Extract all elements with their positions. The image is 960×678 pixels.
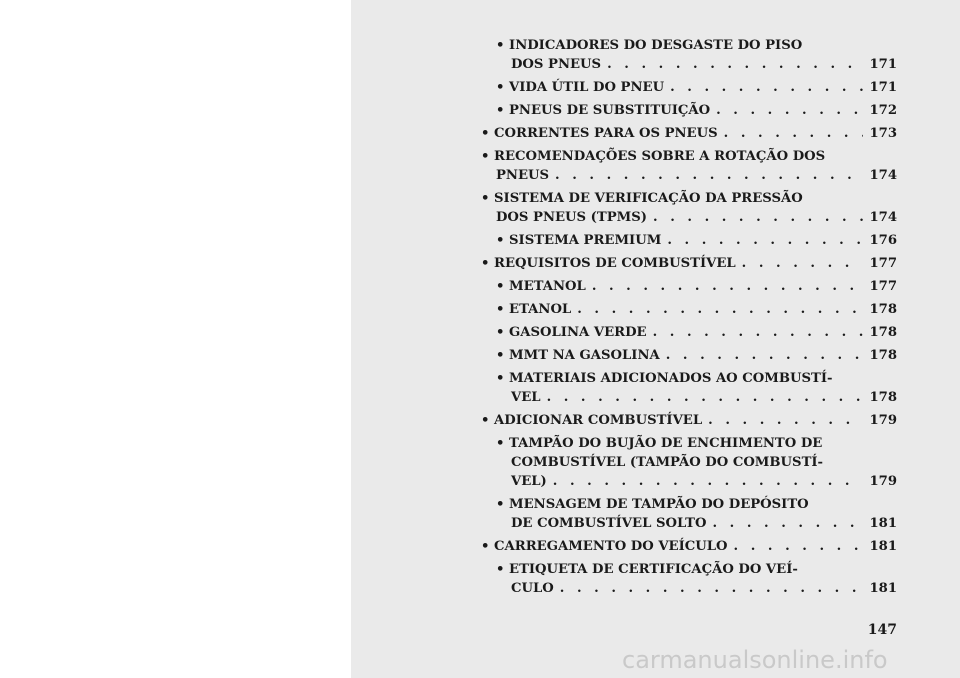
- toc-entry-page: 178: [869, 325, 897, 340]
- toc-entry-page: 178: [869, 390, 897, 405]
- toc-entry-title: • INDICADORES DO DESGASTE DO PISO: [496, 38, 803, 53]
- dot-leader: [555, 166, 863, 185]
- toc-entry-page: 181: [869, 581, 897, 596]
- toc-entry-title: DE COMBUSTÍVEL SOLTO: [511, 516, 707, 531]
- toc-entry: [481, 231, 897, 250]
- toc-entry-title: • METANOL: [496, 279, 586, 294]
- toc-entry-page: 179: [869, 413, 897, 428]
- dot-leader: [734, 537, 863, 556]
- toc-entry: [481, 323, 897, 342]
- toc-entry: [481, 78, 897, 97]
- toc-entry-page: 179: [869, 474, 897, 489]
- table-of-contents: [481, 36, 897, 602]
- dot-leader: [708, 411, 863, 430]
- toc-entry: [481, 254, 897, 273]
- toc-entry-page: 172: [869, 103, 897, 118]
- toc-entry-title: • MENSAGEM DE TAMPÃO DO DEPÓSITO: [496, 497, 809, 512]
- toc-entry-page: 174: [869, 210, 897, 225]
- dot-leader: [724, 124, 863, 143]
- toc-entry: [481, 495, 897, 533]
- toc-entry: [481, 369, 897, 407]
- toc-entry-title: • MMT NA GASOLINA: [496, 348, 660, 363]
- toc-entry-page: 178: [869, 302, 897, 317]
- toc-entry: [481, 560, 897, 598]
- watermark: carmanualsonline.info: [622, 646, 888, 674]
- toc-entry-page: 181: [869, 539, 897, 554]
- toc-entry-title: • VIDA ÚTIL DO PNEU: [496, 80, 665, 95]
- toc-entry-page: 176: [869, 233, 897, 248]
- dot-leader: [553, 472, 863, 491]
- toc-entry-title: PNEUS: [496, 168, 550, 183]
- toc-entry: [481, 124, 897, 143]
- toc-entry-title: • ETANOL: [496, 302, 572, 317]
- toc-entry-title: • ETIQUETA DE CERTIFICAÇÃO DO VEÍ-: [496, 562, 798, 577]
- toc-entry-title: • SISTEMA PREMIUM: [496, 233, 662, 248]
- toc-entry-title: COMBUSTÍVEL (TAMPÃO DO COMBUSTÍ-: [511, 455, 824, 470]
- toc-entry: [481, 36, 897, 74]
- toc-entry: [481, 346, 897, 365]
- toc-entry: [481, 101, 897, 120]
- toc-entry-title: • MATERIAIS ADICIONADOS AO COMBUSTÍ-: [496, 371, 833, 386]
- dot-leader: [670, 78, 863, 97]
- toc-entry: [481, 277, 897, 296]
- toc-entry-page: 181: [869, 516, 897, 531]
- dot-leader: [666, 346, 863, 365]
- page-number: 147: [867, 622, 897, 638]
- toc-entry-title: • CORRENTES PARA OS PNEUS: [481, 126, 718, 141]
- toc-entry-title: • ADICIONAR COMBUSTÍVEL: [481, 413, 703, 428]
- dot-leader: [653, 323, 863, 342]
- toc-entry-title: • GASOLINA VERDE: [496, 325, 647, 340]
- toc-entry: [481, 300, 897, 319]
- toc-entry: [481, 189, 897, 227]
- dot-leader: [716, 101, 863, 120]
- toc-entry: [481, 147, 897, 185]
- dot-leader: [577, 300, 863, 319]
- toc-entry-title: • RECOMENDAÇÕES SOBRE A ROTAÇÃO DOS: [481, 149, 826, 164]
- toc-entry-title: VEL: [511, 390, 541, 405]
- toc-entry: [481, 411, 897, 430]
- dot-leader: [742, 254, 863, 273]
- toc-entry-title: VEL): [511, 474, 547, 489]
- toc-entry-title: DOS PNEUS (TPMS): [496, 210, 648, 225]
- toc-entry-page: 177: [869, 279, 897, 294]
- toc-entry-title: • SISTEMA DE VERIFICAÇÃO DA PRESSÃO: [481, 191, 803, 206]
- dot-leader: [592, 277, 863, 296]
- toc-entry-page: 178: [869, 348, 897, 363]
- toc-entry-title: • TAMPÃO DO BUJÃO DE ENCHIMENTO DE: [496, 436, 823, 451]
- dot-leader: [653, 208, 863, 227]
- toc-entry-title: • REQUISITOS DE COMBUSTÍVEL: [481, 256, 736, 271]
- toc-entry-title: • PNEUS DE SUBSTITUIÇÃO: [496, 103, 711, 118]
- toc-entry-page: 171: [869, 57, 897, 72]
- toc-entry: [481, 434, 897, 491]
- toc-entry-page: 171: [869, 80, 897, 95]
- dot-leader: [547, 388, 863, 407]
- dot-leader: [560, 579, 863, 598]
- toc-entry-title: CULO: [511, 581, 554, 596]
- toc-entry: [481, 537, 897, 556]
- dot-leader: [667, 231, 863, 250]
- toc-entry-page: 174: [869, 168, 897, 183]
- toc-entry-title: DOS PNEUS: [511, 57, 602, 72]
- toc-entry-page: 177: [869, 256, 897, 271]
- dot-leader: [607, 55, 863, 74]
- toc-entry-page: 173: [869, 126, 897, 141]
- dot-leader: [712, 514, 863, 533]
- toc-entry-title: • CARREGAMENTO DO VEÍCULO: [481, 539, 728, 554]
